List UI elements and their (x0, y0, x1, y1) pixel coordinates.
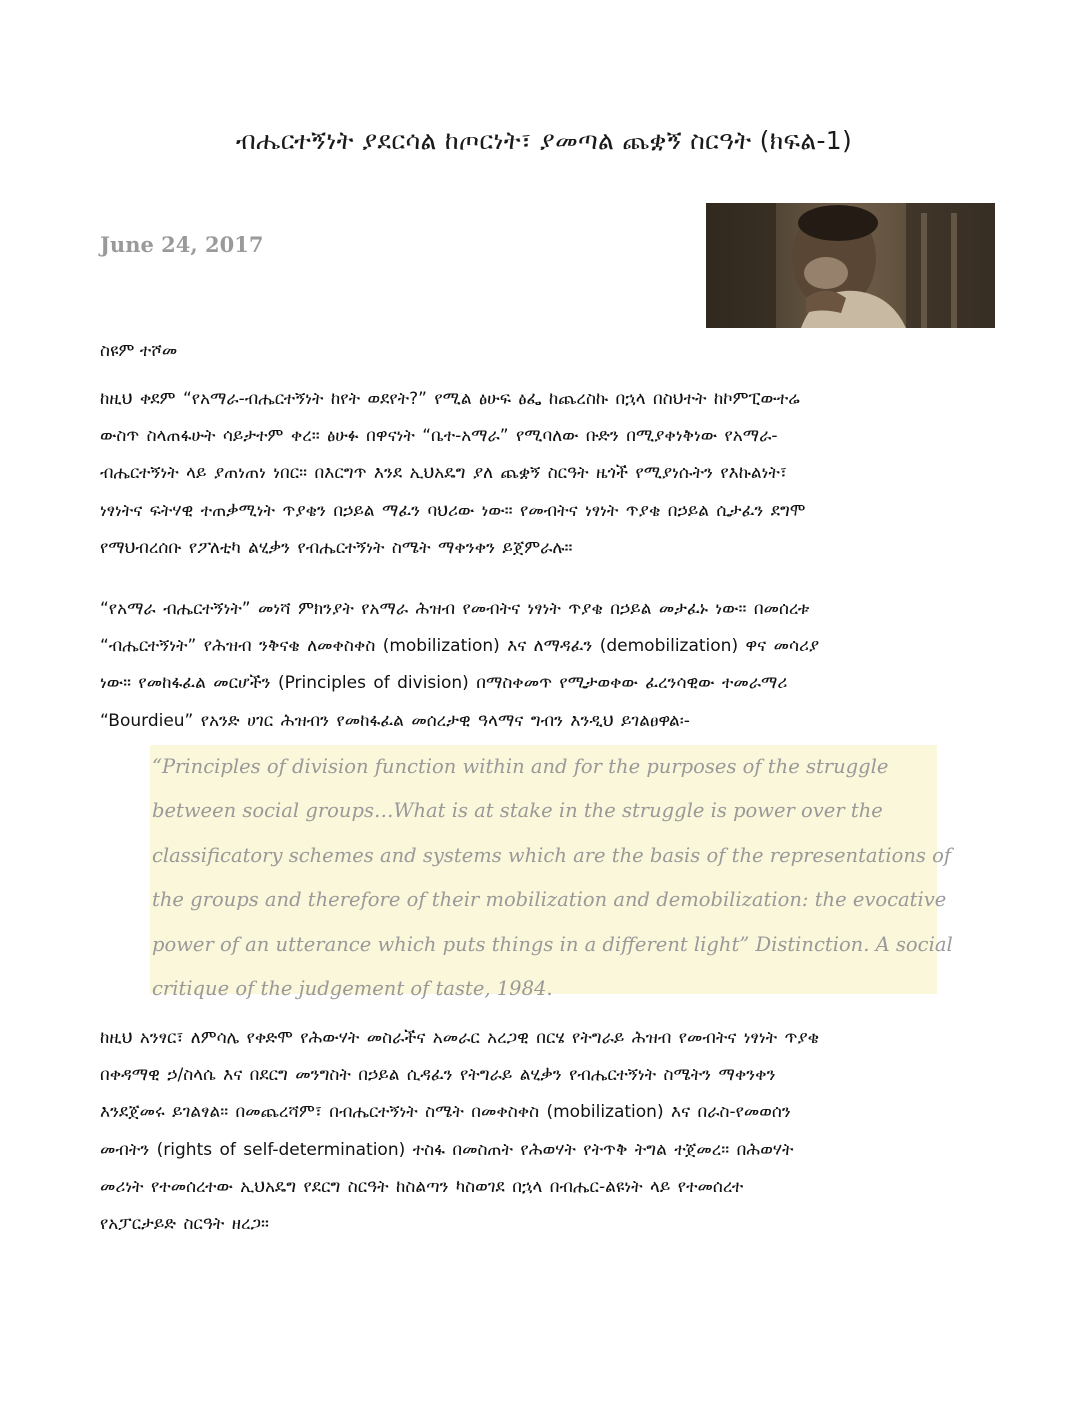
paragraph-line: ነፃነትና ፍትሃዊ ተጠቃሚነት ጥያቄን በኃይል ማፈን ባህሪው ነው። የመብትና ነፃነት ጥያቄ በኃይል ሲታፈን ደግሞ (100, 500, 806, 521)
publish-date: June 24, 2017 (100, 232, 264, 257)
block-quote (152, 745, 952, 1011)
paragraph-line: ነው። የመከፋፈል መርሆችን (Principles of division) በማስቀመጥ የሚታወቀው ፈረንሳዊው ተመራማሪ (100, 673, 788, 694)
paragraph-line: “የአማራ ብሔርተኝነት” መነሻ ምክንያት የአማራ ሕዝብ የመብትና ነፃነት ጥያቄ በኃይል መታፈኑ ነው። በመሰረቱ (100, 599, 810, 619)
paragraph-line: መብትን (rights of self-determination) ተስፋ በመስጠት የሕወሃት የትጥቅ ትግል ተጀመረ። በሕወሃት (100, 1139, 794, 1160)
author-photo (706, 203, 995, 328)
quote-line: power of an utterance which puts things in a different light” Distinction. A social (152, 932, 953, 956)
paragraph-line: ከዚህ አንፃር፣ ለምሳሌ የቀድሞ የሕውሃት መስራችና አመራር አረጋዊ በርሄ የትግራይ ሕዝብ የመብትና ነፃነት ጥያቄ (100, 1028, 820, 1048)
quote-line: the groups and therefore of their mobilization and demobilization: the evocative (152, 888, 947, 912)
quote-line: “Principles of division function within and for the purposes of the struggle (152, 755, 889, 778)
quote-line: classificatory schemes and systems which are the basis of the representations of (152, 843, 952, 867)
paragraph-line: ብሔርተኝነት ላይ ያጠነጠነ ነበር። በእርግጥ እንደ ኢህአዴግ ያለ ጨቋኝ ስርዓት ዜጎች የሚያነሱትን የእኩልነት፣ (100, 463, 787, 484)
quote-line: critique of the judgement of taste, 1984. (152, 977, 553, 1001)
paragraph-line: የአፓርታይድ ስርዓት ዘረጋ። (100, 1214, 269, 1235)
author-name: ስዩም ተሾመ (100, 341, 178, 361)
paragraph-line: ከዚህ ቀደም “የአማራ-ብሔርተኝነት ከየት ወደየት?” የሚል ፅሁፍ ፅፌ ከጨረስኩ በኋላ በስህተት ከኮምፒውተሬ (100, 389, 800, 409)
paragraph-line: የማህብረሰቡ የፖለቲካ ልሂቃን የብሔርተኝነት ስሜት ማቀንቀን ይጀምራሉ። (100, 537, 573, 558)
paragraph-line: መሪነት የተመሰረተው ኢህአዴግ የደርግ ስርዓት ከስልጣን ካስወገደ በኋላ በብሔር-ልዩነት ላይ የተመሰረተ (100, 1176, 744, 1197)
paragraph-line: “ብሔርተኝነት” የሕዝብ ንቅናቄ ለመቀስቀስ (mobilization) እና ለማዳፈን (demobilization) ዋና መሳሪያ (100, 636, 820, 657)
paragraph-2 (100, 591, 990, 740)
paragraph-line: እንደጀመሩ ይገልፃል። በመጨረሻም፣ በብሔርተኝነት ስሜት በመቀስቀስ (mobilization) እና በራስ-የመወሰን (100, 1102, 791, 1123)
paragraph-line: ውስጥ ስላጠፋሁት ሳይታተም ቀረ። ፅሁፉ በዋናነት “ቤተ-አማራ” የሚባለው ቡድን በሚያቀነቅነው የአማራ- (100, 426, 778, 447)
paragraph-line: “Bourdieu” የአንድ ሀገር ሕዝብን የመከፋፈል መሰረታዊ ዓላማና ግብን እንዲህ ይገልፀዋል፡- (100, 710, 690, 731)
article-title: ብሔርተኝነት ያደርሳል ከጦርነት፣ ያመጣል ጨቋኝ ስርዓት (ክፍል-1) (235, 126, 853, 155)
quote-line: between social groups…What is at stake in the struggle is power over the (152, 799, 883, 823)
paragraph-1 (100, 381, 990, 567)
paragraph-3 (100, 1020, 990, 1243)
paragraph-line: በቀዳማዊ ኃ/ስላሴ እና በደርግ መንግስት በኃይል ሲዳፈን የትግራይ ልሂቃን የብሔርተኝነት ስሜትን ማቀንቀን (100, 1065, 776, 1086)
